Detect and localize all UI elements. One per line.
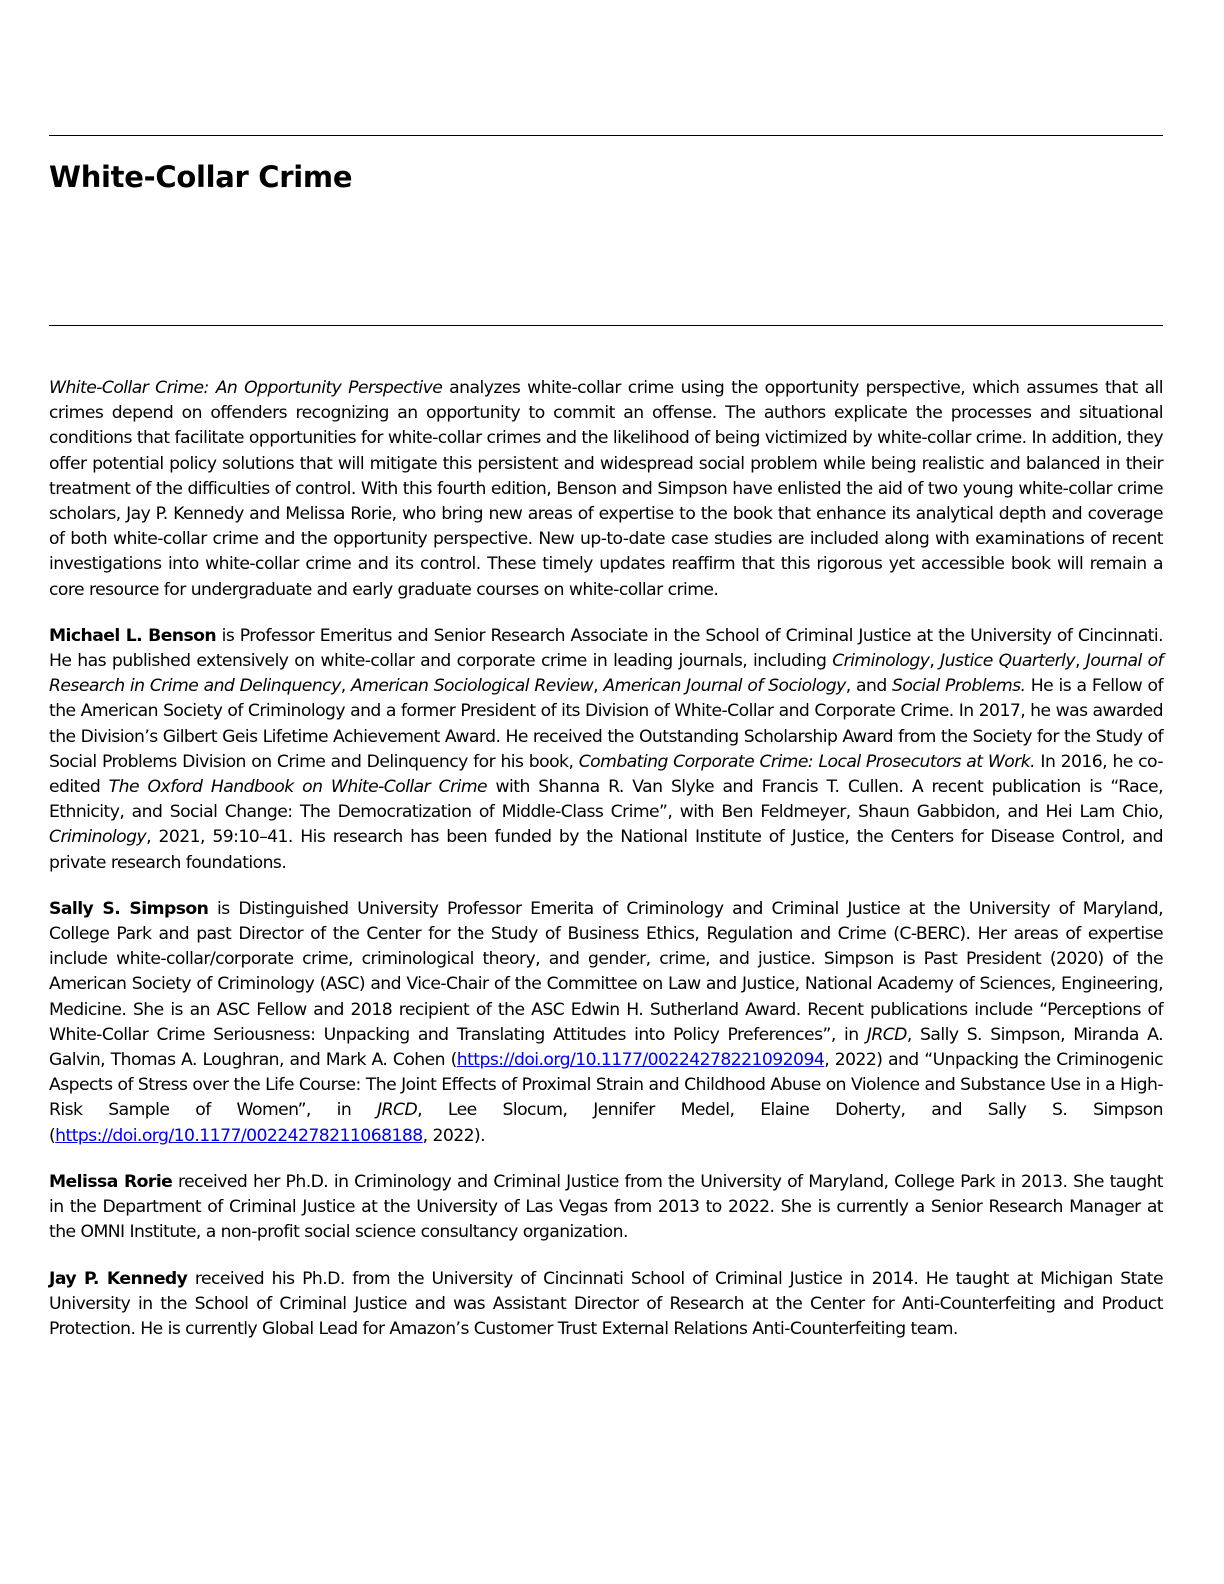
description-paragraph	[49, 376, 1163, 603]
journal-title: JRCD	[377, 1100, 418, 1121]
bio-text: with Shanna R. Van Slyke and Francis T. Cullen. A recent publication is “Race, Ethnicity, and Social Change: The Democratization of Middle-Class Crime”, with Ben Feldmeyer, Shaun Gabbidon, and Hei Lam Chio,	[49, 777, 1163, 823]
book-title: White-Collar Crime: An Opportunity Perspective	[49, 378, 443, 398]
bio-benson	[49, 624, 1163, 876]
bio-text: , Sally S. Simpson, Miranda A. Galvin, Thomas A. Loughran, and Mark A. Cohen (	[49, 1024, 1163, 1071]
journal-title: Journal of Research in Crime and Delinquency	[49, 651, 1164, 697]
bottom-rule	[49, 325, 1163, 326]
bio-text: , 2022) and “Unpacking the Criminogenic Aspects of Stress over the Life Course: The Joint Effects of Proximal Strain and Childhood Abuse on Violence and Substance Use in a High-Risk Sample of Women”, in	[49, 1050, 1163, 1121]
author-name-benson: Michael L. Benson	[49, 625, 217, 646]
journal-title: Justice Quarterly	[940, 651, 1075, 672]
book-title: The Oxford Handbook on White-Collar Crime	[108, 777, 488, 798]
bio-kennedy	[49, 1267, 1163, 1343]
journal-title: Criminology	[832, 651, 930, 672]
separator: ,	[340, 676, 351, 697]
author-name-rorie: Melissa Rorie	[49, 1171, 173, 1192]
bio-text: In 2016, he co-edited	[49, 751, 1163, 798]
author-name-kennedy: Jay P. Kennedy	[49, 1268, 188, 1289]
content	[49, 376, 1163, 1363]
journal-title: Criminology	[49, 827, 147, 848]
separator: ,	[1075, 651, 1086, 672]
bio-text: , Lee Slocum, Jennifer Medel, Elaine Doherty, and Sally S. Simpson (	[49, 1100, 1163, 1146]
bio-text: received her Ph.D. in Criminology and Criminal Justice from the University of Maryland, College Park in 2013. She taught in the Department of Criminal Justice at the University of Las Vegas from 2013 to 2022. She is currently a Senior Research Manager at the OMNI Institute, a non-profit social science consultancy organization.	[49, 1171, 1163, 1243]
bio-text: , 2021, 59:10–41. His research has been funded by the National Institute of Justice, the Centers for Disease Control, and private research foundations.	[49, 827, 1163, 873]
top-rule	[49, 135, 1163, 136]
bio-text: received his Ph.D. from the University of Cincinnati School of Criminal Justice in 2014. He taught at Michigan State University in the School of Criminal Justice and was Assistant Director of Research at the Center for Anti-Counterfeiting and Product Protection. He is currently Global Lead for Amazon’s Customer Trust External Relations Anti-Counterfeiting team.	[49, 1268, 1163, 1339]
bio-text: He is a Fellow of the American Society of Criminology and a former President of its Division of White-Collar and Corporate Crime. In 2017, he was awarded the Division’s Gilbert Geis Lifetime Achievement Award. He received the Outstanding Scholarship Award from the Society for the Study of Social Problems Division on Crime and Delinquency for his book,	[49, 676, 1163, 772]
bio-rorie	[49, 1170, 1163, 1246]
journal-title: JRCD	[866, 1024, 907, 1045]
book-title: Combating Corporate Crime: Local Prosecutors at Work.	[578, 751, 1036, 772]
separator: ,	[593, 676, 604, 697]
journal-title: American Journal of Sociology	[603, 676, 846, 697]
bio-text: , 2022).	[422, 1125, 486, 1146]
journal-title: American Sociological Review	[350, 676, 594, 697]
author-name-simpson: Sally S. Simpson	[49, 898, 209, 919]
page-title: White-Collar Crime	[49, 160, 353, 194]
doi-link[interactable]: https://doi.org/10.1177/00224278211068188	[55, 1125, 423, 1146]
separator: , and	[845, 676, 893, 697]
description-text: analyzes white-collar crime using the opportunity perspective, which assumes that all crimes depend on offenders recognizing an opportunity to commit an offense. The authors explicate the processes and situational conditions that facilitate opportunities for white-collar crimes and the likelihood of being victimized by white-collar crime. In addition, they offer potential policy solutions that will mitigate this persistent and widespread social problem while being realistic and balanced in their treatment of the difficulties of control. With this fourth edition, Benson and Simpson have enlisted the aid of two young white-collar crime scholars, Jay P. Kennedy and Melissa Rorie, who bring new areas of expertise to the book that enhance its analytical depth and coverage of both white-collar crime and the opportunity perspective. New up-to-date case studies are included along with examinations of recent investigations into white-collar crime and its control. These timely updates reaffirm that this rigorous yet accessible book will remain a core resource for undergraduate and early graduate courses on white-collar crime.	[49, 378, 1164, 600]
bio-text: is Distinguished University Professor Emerita of Criminology and Criminal Justice at the University of Maryland, College Park and past Director of the Center for the Study of Business Ethics, Regulation and Crime (C-BERC). Her areas of expertise include white-collar/corporate crime, criminological theory, and gender, crime, and justice. Simpson is Past President (2020) of the American Society of Criminology (ASC) and Vice-Chair of the Committee on Law and Justice, National Academy of Sciences, Engineering, Medicine. She is an ASC Fellow and 2018 recipient of the ASC Edwin H. Sutherland Award. Recent publications include “Perceptions of White-Collar Crime Seriousness: Unpacking and Translating Attitudes into Policy Preferences”, in	[49, 898, 1164, 1045]
bio-text: is Professor Emeritus and Senior Research Associate in the School of Criminal Justice at the University of Cincinnati. He has published extensively on white-collar and corporate crime in leading journals, including	[49, 625, 1163, 672]
bio-simpson	[49, 897, 1163, 1149]
separator: ,	[929, 651, 941, 672]
journal-title: Social Problems.	[892, 676, 1026, 697]
doi-link[interactable]: https://doi.org/10.1177/00224278221092094	[456, 1050, 825, 1071]
